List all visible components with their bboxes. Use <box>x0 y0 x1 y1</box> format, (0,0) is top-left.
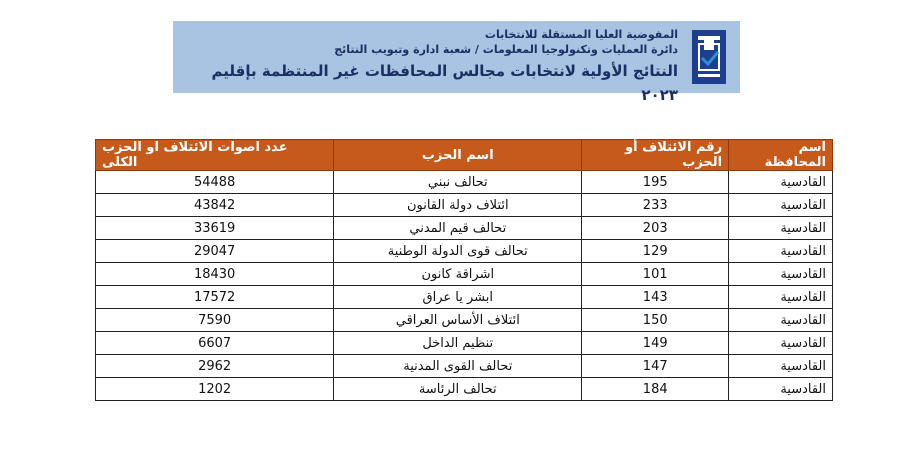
party-name-cell: تحالف قوى الدولة الوطنية <box>334 240 582 263</box>
party-number-cell: 147 <box>582 355 729 378</box>
party-name-cell: تحالف قيم المدني <box>334 217 582 240</box>
column-header-governorate: اسم المحافظة <box>729 140 833 171</box>
votes-cell: 1202 <box>96 378 334 401</box>
governorate-cell: القادسية <box>729 171 833 194</box>
votes-cell: 17572 <box>96 286 334 309</box>
party-name-cell: تنظيم الداخل <box>334 332 582 355</box>
governorate-cell: القادسية <box>729 240 833 263</box>
votes-cell: 33619 <box>96 217 334 240</box>
governorate-cell: القادسية <box>729 286 833 309</box>
governorate-cell: القادسية <box>729 194 833 217</box>
column-header-votes: عدد اصوات الائتلاف او الحزب الكلى <box>96 140 334 171</box>
department-name: دائرة العمليات وتكنولوجيا المعلومات / شعبة ادارة وتبويب النتائج <box>334 43 678 56</box>
party-number-cell: 150 <box>582 309 729 332</box>
party-number-cell: 143 <box>582 286 729 309</box>
party-name-cell: ابشر يا عراق <box>334 286 582 309</box>
party-name-cell: تحالف القوى المدنية <box>334 355 582 378</box>
party-name-cell: تحالف الرئاسة <box>334 378 582 401</box>
votes-cell: 7590 <box>96 309 334 332</box>
party-number-cell: 195 <box>582 171 729 194</box>
party-number-cell: 149 <box>582 332 729 355</box>
party-number-cell: 101 <box>582 263 729 286</box>
commission-name: المفوضية العليا المستقلة للانتخابات <box>484 28 678 41</box>
party-number-cell: 184 <box>582 378 729 401</box>
column-header-party: اسم الحزب <box>334 140 582 171</box>
table-row <box>96 240 833 263</box>
votes-cell: 2962 <box>96 355 334 378</box>
governorate-cell: القادسية <box>729 217 833 240</box>
governorate-cell: القادسية <box>729 378 833 401</box>
table-row <box>96 171 833 194</box>
party-name-cell: ائتلاف الأساس العراقي <box>334 309 582 332</box>
party-name-cell: اشراقة كانون <box>334 263 582 286</box>
party-number-cell: 129 <box>582 240 729 263</box>
governorate-cell: القادسية <box>729 355 833 378</box>
page-title: النتائج الأولية لانتخابات مجالس المحافظات غير المنتظمة بإقليم ٢٠٢٣ <box>211 62 678 104</box>
results-table <box>95 139 833 401</box>
votes-cell: 29047 <box>96 240 334 263</box>
governorate-cell: القادسية <box>729 263 833 286</box>
party-number-cell: 233 <box>582 194 729 217</box>
table-row <box>96 217 833 240</box>
votes-cell: 54488 <box>96 171 334 194</box>
table-row <box>96 378 833 401</box>
table-header-row <box>96 140 833 171</box>
table-row <box>96 263 833 286</box>
table-row <box>96 355 833 378</box>
header-banner <box>173 21 740 104</box>
governorate-cell: القادسية <box>729 332 833 355</box>
votes-cell: 6607 <box>96 332 334 355</box>
ballot-box-logo-icon <box>688 28 730 86</box>
table-row <box>96 286 833 309</box>
votes-cell: 18430 <box>96 263 334 286</box>
table-row <box>96 309 833 332</box>
column-header-number: رقم الائتلاف أو الحزب <box>582 140 729 171</box>
header-text <box>198 27 678 107</box>
party-number-cell: 203 <box>582 217 729 240</box>
party-name-cell: تحالف نبني <box>334 171 582 194</box>
votes-cell: 43842 <box>96 194 334 217</box>
table-row <box>96 332 833 355</box>
governorate-cell: القادسية <box>729 309 833 332</box>
table-row <box>96 194 833 217</box>
party-name-cell: ائتلاف دولة القانون <box>334 194 582 217</box>
